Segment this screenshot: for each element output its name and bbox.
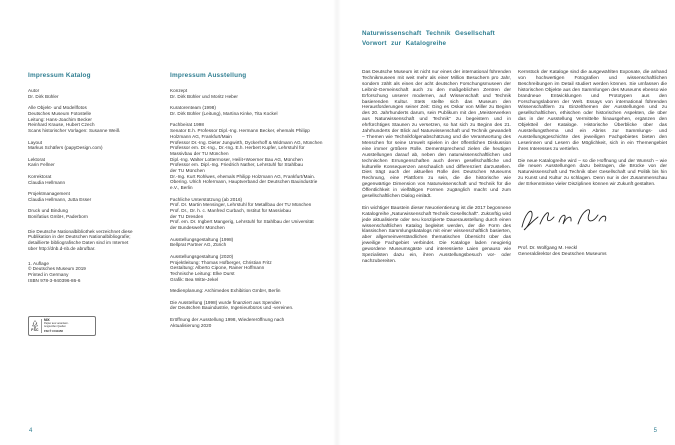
imprint-section-label: Fachbeirat 1998: [170, 122, 204, 128]
imprint-section: [28, 157, 160, 168]
signer-line: Generaldirektor des Deutschen Museums: [518, 251, 607, 257]
imprint-line: Gestaltung: Alberto Cipone, Rainer Hoffmann: [170, 265, 265, 271]
imprint-line: Dr.-Ing. Kurt Rohlwes, ehemals Philipp Holzmann AG, Frankfurt/Main.: [170, 173, 316, 179]
impressum-ausstellung-column: [170, 72, 338, 334]
imprint-section-label: Ausstellungsgestaltung (1998): [170, 236, 234, 242]
fsc-mix-label: MIX: [44, 318, 50, 323]
imprint-line: Dr. Dirk Bühler: [28, 93, 59, 99]
imprint-section-label: Kuratorenteam (1998): [170, 105, 216, 111]
impressum-katalog-column: [28, 72, 160, 336]
fsc-logo: [31, 319, 42, 333]
imprint-line: Deutsches Museum Fotostelle: [28, 110, 92, 116]
imprint-section-label: Korrektorat: [28, 173, 52, 179]
imprint-section-label: Projektmanagement: [28, 191, 70, 197]
edition-line: 1. Auflage: [28, 260, 49, 266]
signature-wolfgang-heckl: [518, 202, 667, 237]
imprint-line: Prof. Dr. Martin Mensinger, Lehrstuhl für Metallbau der TU München: [170, 202, 312, 208]
fsc-text-block: [44, 319, 68, 333]
imprint-line: Eröffnung der Ausstellung 1998, Wiedereröffnung nach: [170, 316, 285, 322]
fsc-source-lines: [44, 323, 68, 329]
imprint-line: Reinhard Krause, Hubert Czech: [28, 122, 95, 128]
imprint-section: [170, 254, 338, 283]
national-library-note-line: Die Deutsche Nationalbibliothek verzeichnet diese: [28, 228, 133, 234]
imprint-section-label: Druck und Bindung: [28, 208, 68, 214]
imprint-line: Professor Dr.-Ing. Dieter Jungwirth, Dyckerhoff & Widmann AG, München: [170, 139, 323, 145]
imprint-section: [170, 122, 338, 190]
edition-line: Printed in Germany: [28, 271, 69, 277]
imprint-section: [170, 105, 338, 116]
imprint-line: Bellprat Partner AG, Zürich: [170, 242, 227, 248]
imprint-section-label: Layout: [28, 139, 43, 145]
national-library-note-line: Publikation in der Deutschen Nationalbibliografie;: [28, 234, 131, 240]
imprint-section-label: Alle Objekt- und Modellfotos: [28, 105, 87, 111]
foreword-subtitle: Vorwort zur Katalogreihe: [362, 40, 447, 47]
imprint-note: [170, 288, 338, 294]
imprint-section-label: Konzept: [170, 88, 188, 93]
imprint-line: Dipl.-Ing. Walter Lottermoser, Heilit+Woerner Bau AG, München: [170, 156, 303, 162]
imprint-line: Medienplanung: Archimedes Exhibition GmbH, Berlin: [170, 288, 281, 294]
imprint-line: Technische Leitung: Elke Durst: [170, 270, 235, 276]
imprint-section: [28, 174, 160, 185]
imprint-section: [170, 237, 338, 248]
national-library-note-line: detaillierte bibliografische Daten sind im Internet: [28, 240, 129, 246]
imprint-section: [170, 88, 338, 99]
imprint-line: Massivbau der TU München: [170, 150, 229, 156]
imprint-line: Claudia Hellmann, Jutta Esser: [28, 196, 92, 202]
imprint-line: der Bundeswehr München: [170, 225, 225, 231]
imprint-line: Karin Fellner: [28, 162, 55, 168]
foreword-column-2: [518, 70, 667, 258]
imprint-line: Projektleitung: Thomas Hofberger, Christian Fritz: [170, 259, 272, 265]
imprint-line: Scans historischer Vorlagen: Susanne Weiß: [28, 128, 120, 134]
imprint-line: e.V., Berlin: [170, 185, 193, 191]
national-library-note: [28, 229, 160, 252]
imprint-section-label: Autor: [28, 88, 40, 93]
imprint-section-label: Ausstellungsgestaltung (2020): [170, 253, 234, 259]
foreword-paragraph: Ein wichtiger Baustein dieser Neuorientierung ist die 2017 begonnene Katalogreihe „Naturwissenschaft Technik Gesellschaft“. Zukünftig wird jede aktualisierte oder neu konzipierte Dauerausstellung durch einen wissenschaftlichen Katalog begleitet werden, der die Form des klassischen Sammlungskatalogs mit einer wissenschaftlich basierten, aber allgemeinverständlichen thematischen Übersicht über das jeweilige Fachgebiet verbindet. Die Kataloge laden neugierig gewordene Museumsgäste und interessierte Laien genauso wie Spezialisten dazu ein, ihren Ausstellungsbesuch vor- oder nachzubereiten.: [362, 205, 511, 264]
imprint-line: Prof. Dr., Dr. h. c. Manfred Curbach, Institut für Massivbau: [170, 208, 291, 214]
foreword-paragraph: Kernstück der Kataloge sind die ausgewählten Exponate, die anhand von hochwertigen Fotografien und wissenschaftlichen Beschreibungen im Detail studiert werden können. Sie umfassen die historischen Objekte aus den Sammlungen des Museums ebenso wie brandneue Entwicklungen und Prototypen aus den Forschungslaboren der Welt. Essays von international führenden Wissenschaftlern zu Einzelthemen der Ausstellungen und zu gesellschaftlichen, ethischen oder historischen Aspekten, die über das in der Ausstellung Vermittelte hinausgehen, ergänzen den Objektteil der Kataloge. Historische Überblicke über das Ausstellungsthema und ein Abriss zur Sammlungs- und Ausstellungsgeschichte des jeweiligen Fachgebietes bieten den Leserinnen und Lesern die Möglichkeit, sich in ein Themengebiet ihres Interesses zu vertiefen.: [518, 70, 667, 152]
impressum-ausstellung-heading: Impressum Ausstellung: [170, 72, 247, 79]
imprint-section: [28, 208, 160, 219]
imprint-line: Dr. Dirk Bühler und Moritz Heber: [170, 93, 238, 99]
imprint-line: Holzmann AG, Frankfurt/Main: [170, 133, 232, 139]
imprint-line: Professor em. Dr.-Ing., Dr.-Ing. E.h. Herbert Kupfer, Lehrstuhl für: [170, 145, 305, 151]
imprint-line: Claudia Hellmann: [28, 179, 66, 185]
series-title: Naturwissenschaft Technik Gesellschaft: [362, 30, 495, 37]
imprint-section-label: Fachliche Unterstützung (ab 2016): [170, 196, 243, 202]
imprint-line: Die Ausstellung (1998) wurde finanziert aus Spenden: [170, 299, 281, 305]
fsc-label: [28, 316, 96, 336]
foreword-column-2-paragraphs: [518, 70, 667, 188]
imprint-line: Senator E.h. Professor Dipl.-Ing. Hermann Becker, ehemals Philipp: [170, 128, 310, 134]
imprint-section: [28, 140, 160, 151]
foreword-paragraph: Die neue Katalogreihe wird – so die Hoffnung und der Wunsch – wie die neuen Ausstellungen dazu beitragen, die Brücke von der Naturwissenschaft und Technik über Gesellschaft und Politik bis hin zu Kunst und Kultur zu schlagen. Denn nur in der Zusammenschau der Erkenntnisse vieler Disziplinen können wir Zukunft gestalten.: [518, 158, 667, 188]
edition-info: [28, 261, 160, 284]
impressum-ausstellung-sections: [170, 88, 338, 282]
imprint-line: Grafik: Bea Witte-Jekel: [170, 276, 219, 282]
fsc-source-line: tungsvollen Quellen: [44, 325, 66, 329]
page-number-right: 5: [653, 428, 657, 434]
edition-line: ISBN 978-3-940396-86-6: [28, 277, 81, 283]
imprint-section: [170, 197, 338, 231]
imprint-line: Markus Schäfers (papyDesign.com): [28, 145, 103, 151]
imprint-line: der Deutschen Bauindustrie, Ingenieurbüros und -vereinen.: [170, 305, 294, 311]
fsc-wordmark: FSC: [31, 328, 39, 333]
page-number-left: 4: [29, 428, 33, 434]
imprint-line: Dr. Dirk Bühler (Leitung), Martina Kinke, Tita Kockel: [170, 110, 278, 116]
foreword-column-1: [362, 70, 511, 271]
handwritten-signature-icon: [518, 202, 610, 234]
imprint-line: der TU München: [170, 168, 205, 174]
edition-line: © Deutsches Museum 2019: [28, 266, 86, 272]
imprint-line: Leitung: Hans-Joachim Becker: [28, 116, 92, 122]
imprint-line: der TU Dresden: [170, 213, 204, 219]
fsc-source-line: Papier aus verantwor-: [44, 322, 69, 326]
impressum-ausstellung-notes: [170, 288, 338, 328]
imprint-section: [28, 105, 160, 134]
impressum-katalog-sections: [28, 88, 160, 220]
imprint-line: Prof. em. Dr. Ingbert Mangerig, Lehrstuhl für Stahlbau der Universität: [170, 219, 314, 225]
national-library-note-line: über http://dnb.d-nb.de abrufbar.: [28, 245, 96, 251]
imprint-note: [170, 300, 338, 311]
imprint-section: [28, 191, 160, 202]
foreword-paragraph: Das Deutsche Museum ist nicht nur eines der international führenden Technikmuseen mit weit mehr als einer Million Besuchern pro Jahr, sondern zählt als eines der acht deutschen Forschungsmuseen der Leibniz-Gemeinschaft auch zu den maßgeblichen Zentren der Erforschung unserer modernen, auf Wissenschaft und Technik basierenden Kultur. Stets stellte sich das Museum den Herausforderungen seiner Zeit: Ging es Oskar von Miller zu Beginn des 20. Jahrhunderts darum, sein Publikum mit den „Meisterwerken aus Naturwissenschaft und Technik“ zu begeistern und in ehrfürchtiges Staunen zu versetzen, so hat sich zu Beginn des 21. Jahrhunderts der Blick auf Naturwissenschaft und Technik gewandelt – Themen wie Technikfolgenabschätzung und die Verantwortung des Menschen für seine Umwelt spielen in der öffentlichen Diskussion eine immer größere Rolle. Dementsprechend zielen die heutigen Ausstellungen darauf ab, neben den naturwissenschaftlichen und technischen Errungenschaften auch deren gesellschaftliche und kulturelle Konsequenzen anschaulich und differenziert darzustellen. Dies trägt auch der aktuellen Rolle des Deutschen Museums Rechnung, eine Plattform zu sein, die die historische wie gegenwärtige Dimension von Naturwissenschaft und Technik für die Öffentlichkeit in vielfältigen Formen zugänglich macht und zum gesellschaftlichen Dialog einlädt.: [362, 70, 511, 200]
fsc-certificate-code: FSC® C011958: [44, 329, 63, 333]
signer-block: [518, 246, 667, 258]
imprint-line: Professor em. Dipl.-Ing. Friedrich Nather, Lehrstuhl für Stahlbau: [170, 162, 303, 168]
signer-line: Prof. Dr. Wolfgang M. Heckl: [518, 246, 578, 252]
imprint-line: Bonifatius GmbH, Paderborn: [28, 214, 89, 220]
imprint-line: Aktualisierung 2020: [170, 322, 212, 328]
imprint-section-label: Lektorat: [28, 156, 45, 162]
impressum-katalog-heading: Impressum Katalog: [28, 72, 91, 79]
imprint-note: [170, 317, 338, 328]
foreword-header: [362, 29, 495, 49]
imprint-section: [28, 88, 160, 99]
imprint-line: Obering. Ulrich Hofermann, Hauptverband der Deutschen Bauindustrie: [170, 179, 318, 185]
